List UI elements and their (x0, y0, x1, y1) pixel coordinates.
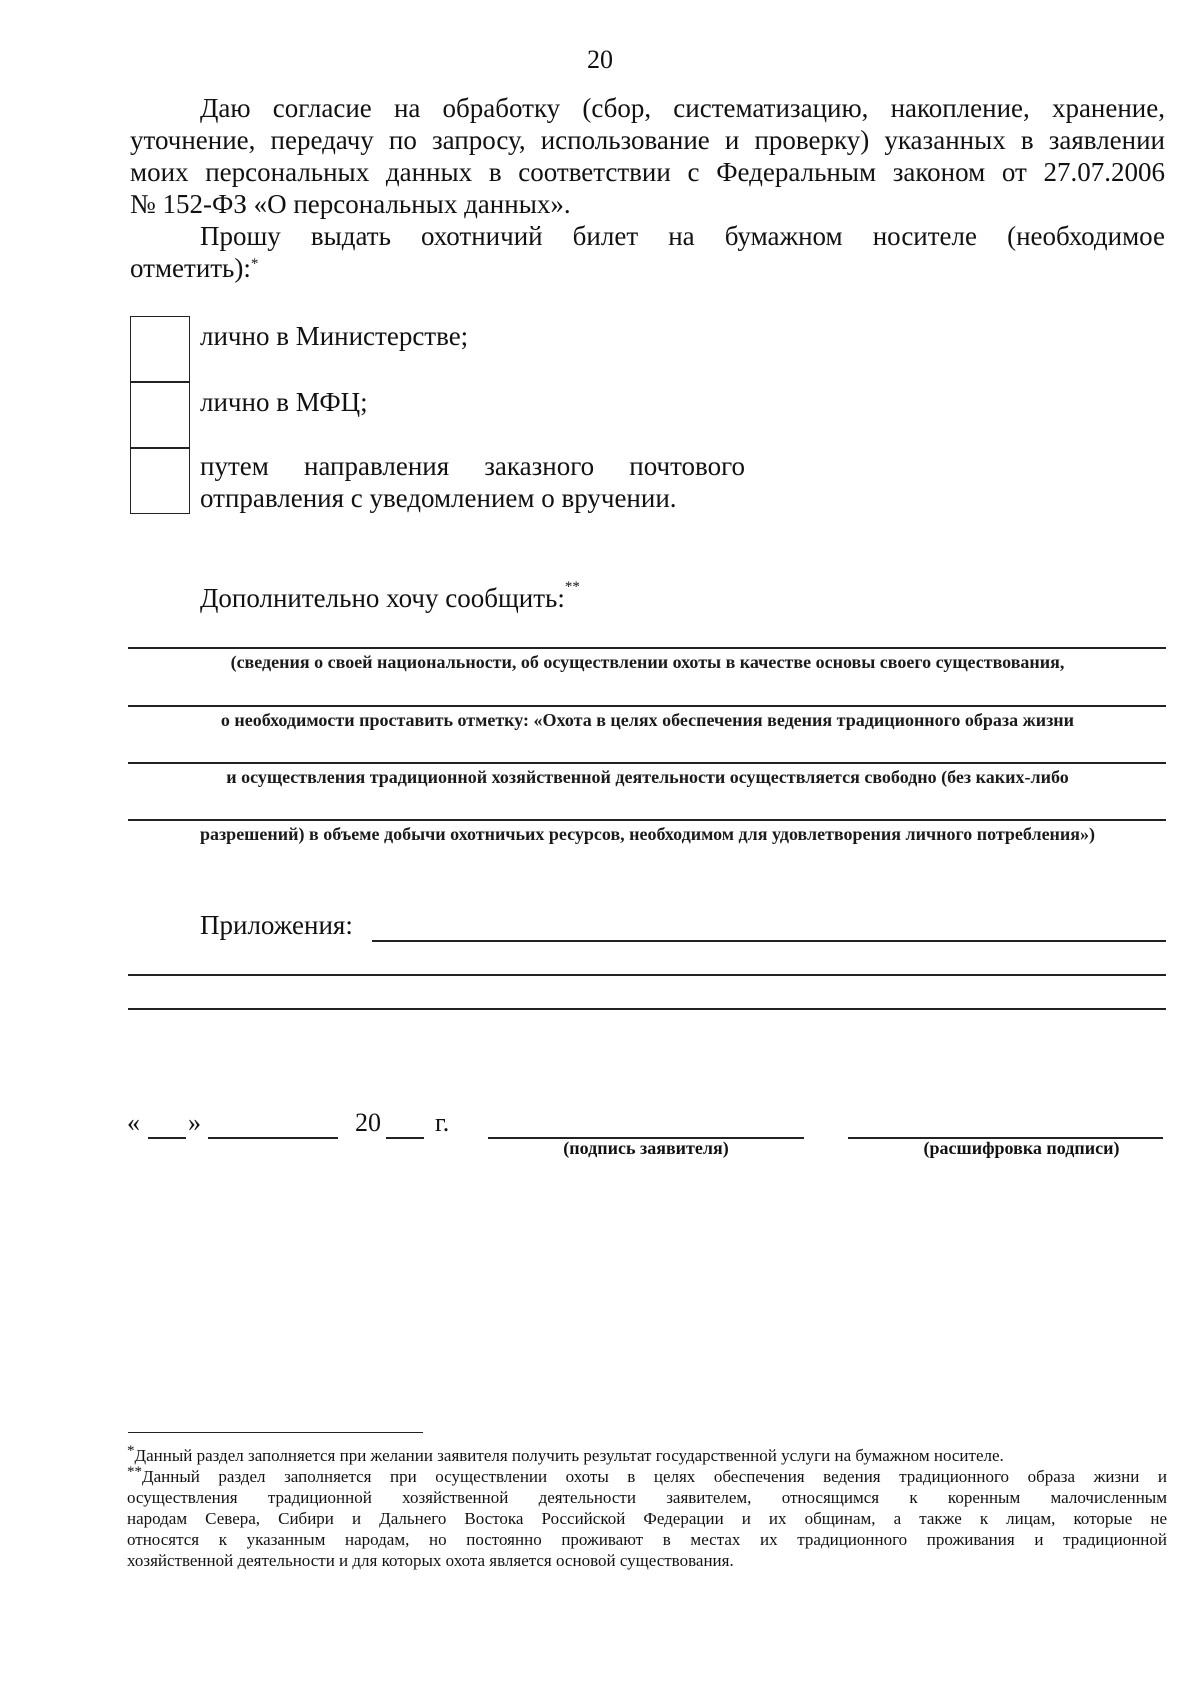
additional-info-hint-1: (сведения о своей национальности, об осуществлении охоты в качестве основы своего существования, (230, 652, 1065, 672)
signature-decoding-caption: (расшифровка подписи) (923, 1138, 1120, 1158)
additional-info-line-2[interactable] (128, 705, 1166, 707)
footnote-2-line: хозяйственной деятельности и для которых охота является основой существования. (127, 1551, 734, 1570)
additional-info-label (200, 579, 580, 614)
request-line-2 (130, 252, 1165, 284)
additional-info-hint-2: о необходимости проставить отметку: «Охота в целях обеспечения ведения традиционного образа жизни (220, 710, 1075, 730)
date-day-line[interactable] (148, 1137, 186, 1139)
footnote-2-mark: ** (127, 1464, 142, 1480)
request-line: Прошу выдать охотничий билет на бумажном носителе (необходимое (200, 221, 1165, 251)
checkbox-ministry[interactable] (130, 316, 190, 382)
footnote-separator (128, 1432, 423, 1433)
request-line-text: отметить): (130, 253, 251, 283)
consent-line: № 152-ФЗ «О персональных данных». (130, 189, 571, 219)
footnote-ref-1: * (250, 256, 259, 272)
attachments-line-2[interactable] (128, 974, 1166, 976)
footnote-2-line: осуществления традиционной хозяйственной деятельности заявителем, относящимся к коренным малочисленным (127, 1488, 1167, 1507)
additional-info-line-1[interactable] (128, 647, 1166, 649)
footnote-2-line: относятся к указанным народам, но постоянно проживают в местах их традиционного проживания и традиционной (127, 1530, 1167, 1549)
footnote-2-line (127, 1466, 1167, 1487)
option-label-ministry: лично в Министерстве; (200, 321, 469, 351)
attachments-line-3[interactable] (128, 1008, 1166, 1010)
consent-paragraph (130, 92, 1165, 220)
additional-info-hint-4: разрешений) в объеме добычи охотничьих ресурсов, необходимом для удовлетворения личного потребления») (199, 824, 1096, 844)
additional-info-line-4[interactable] (128, 819, 1166, 821)
consent-line: уточнение, передачу по запросу, использование и проверку) указанных в заявлении (130, 125, 1165, 155)
option-label-mail (200, 450, 745, 514)
consent-line: Даю согласие на обработку (сбор, систематизацию, накопление, хранение, (200, 93, 1165, 123)
additional-info-text: Дополнительно хочу сообщить: (200, 583, 565, 613)
checkbox-mfc[interactable] (130, 382, 190, 448)
footnotes (127, 1445, 1167, 1571)
checkbox-mail[interactable] (130, 448, 190, 514)
additional-info-hint-3: и осуществления традиционной хозяйственной деятельности осуществляется свободно (без каких-либо (226, 767, 1069, 787)
footnote-1-mark: * (127, 1443, 135, 1459)
additional-info-line-3[interactable] (128, 762, 1166, 764)
date-month-line[interactable] (208, 1137, 338, 1139)
page-number: 20 (587, 45, 613, 74)
footnote-2-line: народам Севера, Сибири и Дальнего Востока Российской Федерации и их общинам, а также к лицам, которые не (127, 1509, 1167, 1528)
signature-caption: (подпись заявителя) (563, 1138, 729, 1158)
date-year-suffix: г. (435, 1108, 450, 1137)
date-year-prefix: 20 (355, 1108, 381, 1137)
consent-line: моих персональных данных в соответствии с Федеральным законом от 27.07.2006 (130, 157, 1165, 187)
option-label-mail-line2: отправления с уведомлением о вручении. (200, 483, 677, 513)
footnote-1-text: Данный раздел заполняется при желании заявителя получить результат государственной услуги на бумажном носителе. (134, 1446, 1004, 1465)
option-label-mail-line1: путем направления заказного почтового (200, 451, 745, 481)
footnote-1 (127, 1445, 1167, 1466)
option-label-mfc: лично в МФЦ; (200, 387, 368, 417)
date-open-quote: « (127, 1108, 140, 1137)
footnote-ref-2: ** (564, 579, 580, 595)
attachments-label: Приложения: (200, 910, 353, 940)
request-paragraph (130, 220, 1165, 284)
footnote-2-text: Данный раздел заполняется при осуществлении охоты в целях обеспечения ведения традиционного образа жизни и (142, 1467, 1167, 1486)
attachments-line-1[interactable] (372, 940, 1166, 942)
date-year-line[interactable] (386, 1137, 424, 1139)
date-close-quote: » (188, 1108, 201, 1137)
